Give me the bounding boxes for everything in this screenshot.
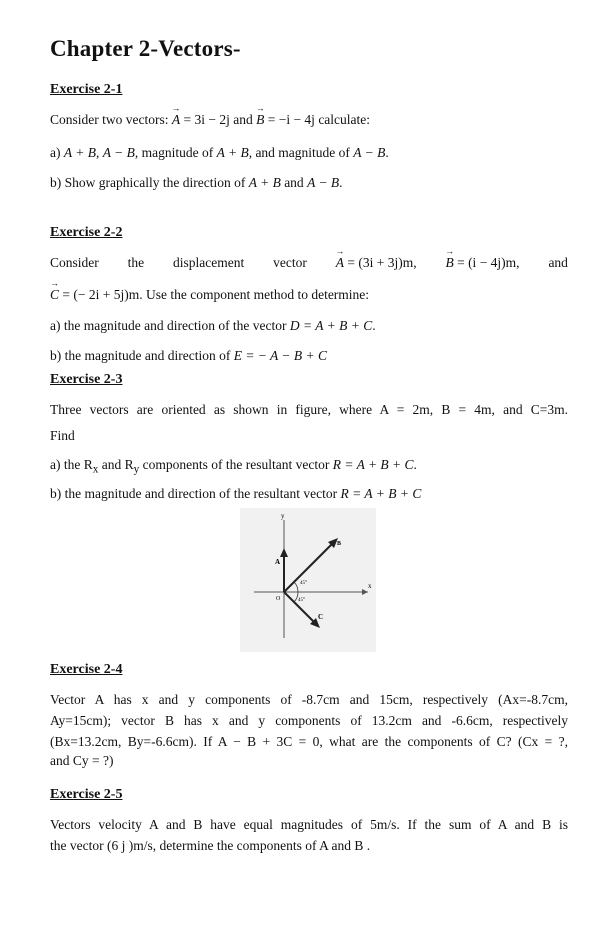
- ex1-and-text: and: [233, 112, 253, 127]
- ex1-magnitude-text-2: , and magnitude of: [248, 145, 350, 160]
- ex1-intro-text: Consider two vectors:: [50, 112, 169, 127]
- ex1-sum-expr-2: A + B: [216, 145, 249, 160]
- ex1-part-b-text: b) Show graphically the direction of: [50, 175, 246, 190]
- vector-c-arrow: [284, 592, 316, 624]
- ex2-word-vector: vector: [273, 255, 307, 270]
- exercise-2-3-line-3: a) the $R_x$ and $R_y$ components of the resultant vector R = A + B + C.: [50, 457, 417, 476]
- ex2-vector-b: → B = (i − 4j)m,: [445, 255, 519, 271]
- ex2-word-the: the: [127, 255, 145, 270]
- exercise-2-5-line-2: the vector (6 j )m/s, determine the components of A and B .: [50, 838, 371, 853]
- exercise-2-1-line-2: a) A + B, A − B, magnitude of A + B, and magnitude of A − B.: [50, 145, 389, 160]
- exercise-2-5-line-1: Vectors velocity A and B have equal magnitudes of 5m/s. If the sum of A and B is: [50, 817, 568, 832]
- ex2-vector-d-expr: D = A + B + C: [289, 318, 373, 333]
- ex1-calculate-text: calculate:: [318, 112, 371, 127]
- vector-diagram: [240, 508, 376, 652]
- ex2-vector-e-expr: E = − A − B + C: [233, 348, 328, 363]
- ex3-part-b-text: b) the magnitude and direction of the resultant vector: [50, 486, 338, 501]
- label-a: A: [275, 558, 281, 566]
- ex1-vector-b-value: = −i − 4j: [267, 112, 315, 127]
- exercise-2-3-line-2: Find: [50, 428, 75, 443]
- exercise-2-1-heading: Exercise 2-1: [50, 82, 123, 97]
- label-c: C: [318, 613, 324, 621]
- vector-b-symbol: → B: [256, 113, 264, 127]
- ex3-part-a-post: components of the resultant vector: [139, 457, 330, 472]
- ex2-method-text: Use the component method to determine:: [145, 287, 370, 302]
- exercise-2-4-line-3: (Bx=13.2cm, By=-6.6cm). If A − B + 3C = 0, what are the components of C? (Cx = ?,: [50, 734, 568, 749]
- exercise-2-2-line-4: [50, 348, 568, 364]
- vector-figure: [240, 508, 376, 652]
- ex2-part-b-text: b) the magnitude and direction of: [50, 348, 231, 363]
- exercise-2-4-heading: Exercise 2-4: [50, 662, 123, 677]
- exercise-2-4-line-2: Ay=15cm); vector B has x and y components of 13.2cm and -6.6cm, respectively: [50, 713, 568, 728]
- chapter-title: Chapter 2-Vectors-: [50, 36, 241, 61]
- exercise-2-2-line-1: [50, 255, 568, 271]
- ex3-resultant-expr-2: R = A + B + C: [340, 486, 422, 501]
- exercise-2-4-line-4: and Cy = ?): [50, 753, 114, 768]
- exercise-2-2-heading: Exercise 2-2: [50, 225, 123, 240]
- exercise-2-3-line-4: [50, 486, 568, 502]
- ex1-part-b-diff: A − B: [307, 175, 340, 190]
- angle-label-bottom: 45°: [298, 598, 305, 603]
- ex1-diff-expr: A − B: [102, 145, 135, 160]
- label-y: y: [281, 512, 285, 520]
- ex1-diff-expr-2: A − B: [353, 145, 386, 160]
- exercise-2-3-line-1: Three vectors are oriented as shown in figure, where A = 2m, B = 4m, and C=3m.: [50, 402, 568, 417]
- label-b: B: [337, 541, 342, 547]
- angle-arc-top: [294, 582, 298, 592]
- ex2-vector-a: → A = (3i + 3j)m,: [336, 255, 417, 271]
- label-origin: O: [276, 596, 281, 602]
- ex2-word-consider: Consider: [50, 255, 99, 270]
- ex1-sum-expr: A + B: [63, 145, 96, 160]
- exercise-2-1-line-3: b) Show graphically the direction of A + B and A − B.: [50, 175, 343, 190]
- vector-c-symbol: → C: [50, 288, 59, 302]
- ex3-part-a-text: a) the R: [50, 457, 93, 472]
- exercise-2-3-heading: Exercise 2-3: [50, 372, 123, 387]
- ex3-resultant-expr: R = A + B + C: [332, 457, 414, 472]
- exercise-2-4-line-1: Vector A has x and y components of -8.7cm and 15cm, respectively (Ax=-8.7cm,: [50, 692, 568, 707]
- vector-a-arrowhead: [280, 548, 288, 557]
- ex3-subscript-y: y: [133, 463, 140, 476]
- vector-b-arrow: [284, 542, 334, 592]
- ex1-vector-a-value: = 3i − 2j: [183, 112, 230, 127]
- vector-a-symbol: → A: [172, 113, 180, 127]
- label-x: x: [368, 582, 372, 590]
- angle-label-top: 45°: [300, 581, 307, 586]
- ex3-subscript-x: x: [92, 463, 99, 476]
- ex2-and-text: and: [548, 255, 568, 270]
- ex1-part-b-sum: A + B: [248, 175, 281, 190]
- ex1-magnitude-text-1: , magnitude of: [134, 145, 214, 160]
- exercise-2-1-line-1: [50, 112, 568, 128]
- ex2-part-a-text: a) the magnitude and direction of the vector: [50, 318, 287, 333]
- exercise-2-2-line-2: [50, 287, 568, 303]
- exercise-2-5-heading: Exercise 2-5: [50, 787, 123, 802]
- ex1-part-b-and: and: [284, 175, 304, 190]
- ex2-vector-c-value: = (− 2i + 5j)m.: [62, 287, 143, 302]
- exercise-2-2-line-3: a) the magnitude and direction of the vector D = A + B + C.: [50, 318, 376, 333]
- ex2-word-displacement: displacement: [173, 255, 245, 270]
- ex1-part-a-label: a): [50, 145, 61, 160]
- ex3-and-text: and R: [98, 457, 134, 472]
